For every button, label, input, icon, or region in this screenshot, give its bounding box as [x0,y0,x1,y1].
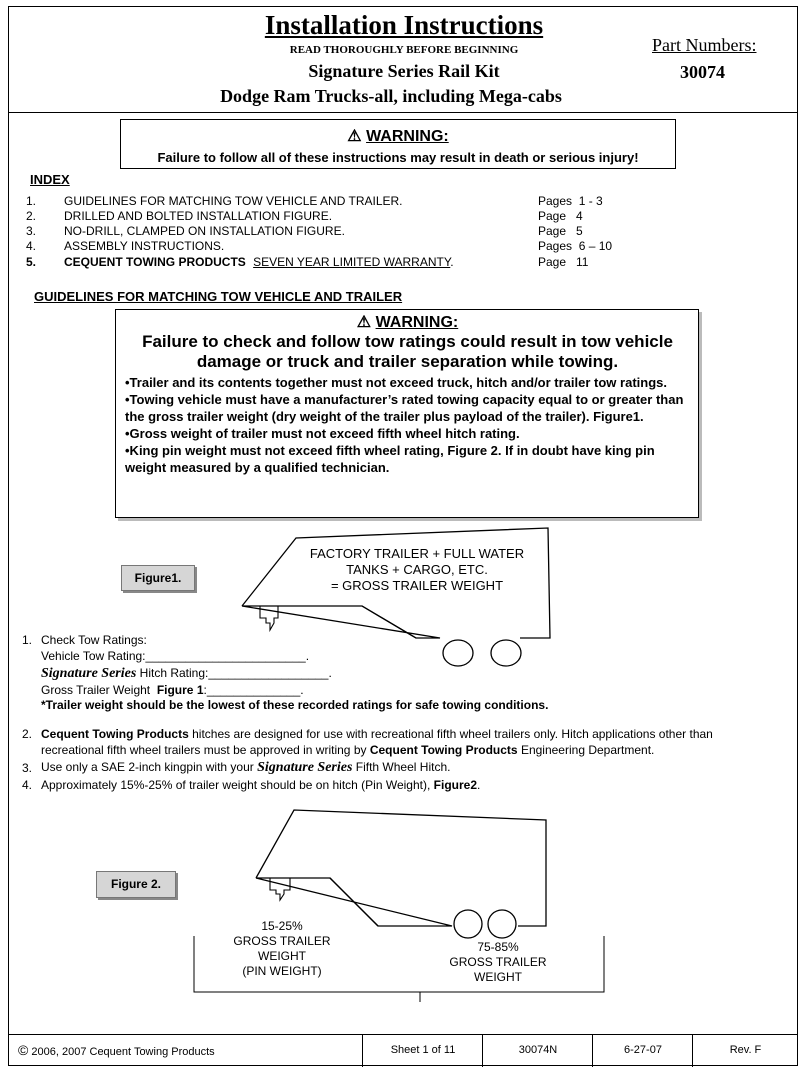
figure1-caption-line: TANKS + CARGO, ETC. [346,562,488,577]
pin-weight-line: (PIN WEIGHT) [242,964,322,978]
trailer-wheel [443,640,473,666]
product-name: Signature Series Rail Kit [308,61,500,81]
vehicle-tow-rating [41,648,309,664]
pin-weight-line: WEIGHT [258,949,306,963]
item-2-text [41,726,786,758]
index-item-5-text [64,255,454,269]
item-2-line1: hitches are designed for use with recreational fifth wheel trailers only. Hitch applications other than [188,727,713,741]
trailer-wheel [491,640,521,666]
vehicle-name: Dodge Ram Trucks-all, including Mega-cabs [220,86,562,106]
item-3-end: Fifth Wheel Hitch. [352,760,451,774]
warning-heading: WARNING: [375,314,459,331]
warning-triangle-icon: ⚠ [356,314,372,331]
item-3-text [41,759,450,776]
index-item-3-pages: Page 5 [538,224,583,238]
axle-weight-line: 75-85% [477,940,519,954]
gross-weight-label: Gross Trailer Weight [41,683,157,697]
trailer-wheel [488,910,516,938]
gross-weight-blank: :______________ [203,683,301,697]
page-title: Installation Instructions [264,10,544,40]
index-item-5-pages: Page 11 [538,255,589,269]
hitch-rating-label: Hitch Rating: [136,666,209,680]
index-item-5-warranty: SEVEN YEAR LIMITED WARRANTY [253,255,451,269]
warning-line-1: Failure to check and follow tow ratings could result in tow vehicle [142,332,673,351]
index-item-1-text: GUIDELINES FOR MATCHING TOW VEHICLE AND TRAILER. [64,194,403,208]
signature-series-logo: Signature Series [41,666,137,681]
warning-box-1 [120,119,676,169]
footer-date: 6-27-07 [592,1035,693,1067]
footer [8,1034,798,1067]
pin-weight-line: GROSS TRAILER [233,934,331,948]
copyright-icon: © [18,1042,29,1058]
warning-box-2 [115,309,699,518]
item-4-start: Approximately 15%-25% of trailer weight should be on hitch (Pin Weight), [41,778,434,792]
item-3-start: Use only a SAE 2-inch kingpin with your [41,760,258,774]
item-num: 4. [22,778,33,792]
period: . [300,683,304,697]
footer-doc-number: 30074N [482,1035,593,1067]
ratings-heading: Check Tow Ratings: [41,633,147,647]
warning-bullet: •Gross weight of trailer must not exceed fifth wheel hitch rating. [125,426,520,441]
warning-bullet: •King pin weight must not exceed fifth wheel rating, Figure 2. If in doubt have king pin weight measured by a qualified technician. [125,443,655,475]
warning-heading: WARNING: [366,128,449,145]
gross-trailer-weight [41,682,304,698]
warning-bullet: •Towing vehicle must have a manufacturer’s rated towing capacity equal to or greater than the gross trailer weight (dry weight of the trailer plus payload of the trailer). Figure1. [125,392,684,424]
hitch-rating [41,665,332,682]
figure1-caption-line: = GROSS TRAILER WEIGHT [330,578,504,593]
index-item-1-pages: Pages 1 - 3 [538,194,603,208]
vehicle-tow-rating-blank: ________________________ [145,649,306,663]
item-2-line2-end: Engineering Department. [517,743,655,757]
part-numbers-label: Part Numbers: [652,35,757,55]
pin-weight-label [214,919,350,979]
axle-weight-label [430,940,566,985]
index-item-3-num: 3. [26,224,37,238]
warning-text: Failure to follow all of these instructions may result in death or serious injury! [157,150,639,165]
guidelines-heading: GUIDELINES FOR MATCHING TOW VEHICLE AND TRAILER [34,289,403,304]
part-number: 30074 [680,62,725,82]
brand-name: Cequent Towing Products [41,727,189,741]
item-num: 2. [22,727,33,741]
index-item-5-num: 5. [26,255,37,269]
copyright-text: 2006, 2007 Cequent Towing Products [28,1046,215,1058]
vehicle-tow-rating-label: Vehicle Tow Rating: [41,649,146,663]
footer-revision: Rev. F [692,1035,798,1067]
index-item-2-num: 2. [26,209,37,223]
period: . [477,778,481,792]
axle-weight-line: GROSS TRAILER [449,955,547,969]
index-item-2-pages: Page 4 [538,209,583,223]
warning-triangle-icon: ⚠ [347,128,362,145]
pin-weight-line: 15-25% [261,919,303,933]
index-item-2-text: DRILLED AND BOLTED INSTALLATION FIGURE. [64,209,333,223]
index-heading: INDEX [30,172,70,187]
figure1-caption [282,546,552,594]
footer-sheet: Sheet 1 of 11 [362,1035,483,1067]
figure-ref: Figure 1 [156,683,204,697]
index-item-4-text: ASSEMBLY INSTRUCTIONS. [64,239,225,253]
warning-bullet: •Trailer and its contents together must not exceed truck, hitch and/or trailer tow ratings. [125,375,667,390]
figure-ref: Figure2 [433,778,477,792]
rating-num: 1. [22,633,33,647]
signature-series-logo: Signature Series [257,760,353,775]
figure1-label: Figure1. [121,565,195,591]
index-item-3-text: NO-DRILL, CLAMPED ON INSTALLATION FIGURE. [64,224,345,238]
index-item-4-pages: Pages 6 – 10 [538,239,613,253]
warning-line-2: damage or truck and trailer separation while towing. [196,352,619,371]
index-item-5-brand: CEQUENT TOWING PRODUCTS [64,255,246,269]
index-item-1-num: 1. [26,194,37,208]
figure1-caption-line: FACTORY TRAILER + FULL WATER [309,546,525,561]
item-2-line2: recreational fifth wheel trailers must be approved in writing by [41,743,370,757]
period: . [328,666,332,680]
page-subtitle: READ THOROUGHLY BEFORE BEGINNING [289,44,519,56]
item-4-text [41,777,480,793]
axle-weight-line: WEIGHT [474,970,522,984]
header-divider [8,112,798,113]
footer-copyright [8,1035,362,1067]
ratings-note: *Trailer weight should be the lowest of these recorded ratings for safe towing conditions. [41,698,549,712]
figure2-label: Figure 2. [96,871,176,898]
index-item-4-num: 4. [26,239,37,253]
trailer-wheel [454,910,482,938]
hitch-rating-blank: __________________ [208,666,329,680]
brand-name: Cequent Towing Products [369,743,518,757]
index-item-5-period: . [450,255,454,269]
item-num: 3. [22,761,33,775]
period: . [305,649,310,663]
